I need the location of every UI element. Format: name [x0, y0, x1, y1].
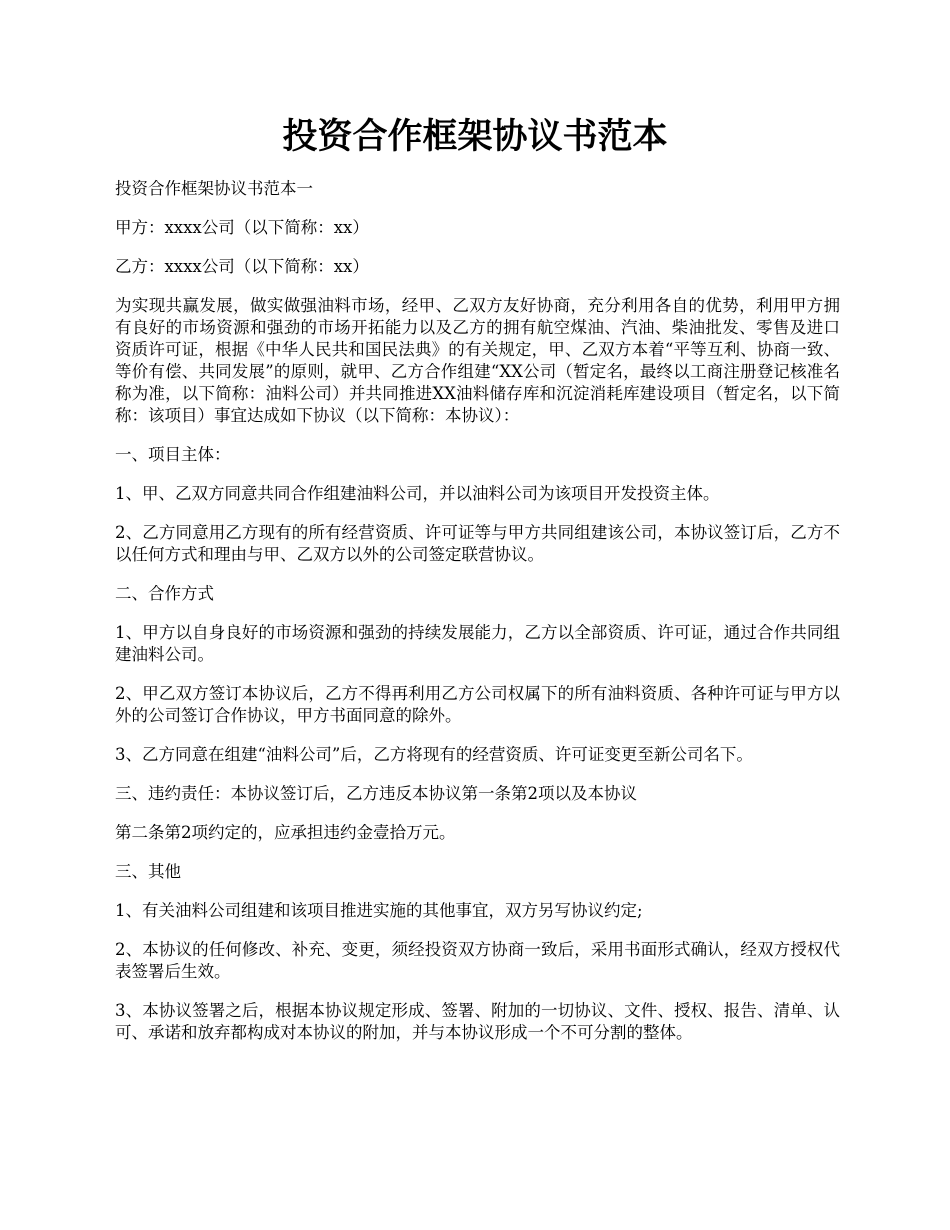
clause-paragraph: 2、乙方同意用乙方现有的所有经营资质、许可证等与甲方共同组建该公司，本协议签订后，乙方不以任何方式和理由与甲、乙双方以外的公司签定联营协议。	[115, 523, 840, 564]
clause-paragraph: 1、甲、乙双方同意共同合作组建油料公司，并以油料公司为该项目开发投资主体。	[115, 484, 720, 503]
clause-paragraph: 1、有关油料公司组建和该项目推进实施的其他事宜，双方另写协议约定;	[115, 901, 643, 920]
subtitle-paragraph: 投资合作框架协议书范本一	[115, 179, 313, 198]
clause-paragraph: 3、本协议签署之后，根据本协议规定形成、签署、附加的一切协议、文件、授权、报告、清单、认可、承诺和放弃都构成对本协议的附加，并与本协议形成一个不可分割的整体。	[115, 1001, 840, 1042]
document-body	[115, 178, 840, 1061]
section-heading-project: 一、项目主体：	[115, 445, 231, 464]
party-a-paragraph: 甲方：xxxx公司（以下简称：xx）	[115, 218, 369, 237]
section-heading-cooperation: 二、合作方式	[115, 584, 214, 603]
document-title: 投资合作框架协议书范本	[282, 116, 668, 157]
clause-paragraph: 1、甲方以自身良好的市场资源和强劲的持续发展能力，乙方以全部资质、许可证，通过合作共同组建油料公司。	[115, 623, 840, 664]
preamble-paragraph: 为实现共赢发展，做实做强油料市场，经甲、乙双方友好协商，充分利用各自的优势，利用甲方拥有良好的市场资源和强劲的市场开拓能力以及乙方的拥有航空煤油、汽油、柴油批发、零售及进口资质许可证，根据《中华人民共和国民法典》的有关规定，甲、乙双方本着“平等互利、协商一致、等价有偿、共同发展”的原则，就甲、乙方合作组建“XX公司（暂定名，最终以工商注册登记核准名称为准，以下简称：油料公司）并共同推进XX油料储存库和沉淀消耗库建设项目（暂定名，以下简称：该项目）事宜达成如下协议（以下简称：本协议）：	[115, 296, 840, 425]
clause-paragraph: 2、甲乙双方签订本协议后，乙方不得再利用乙方公司权属下的所有油料资质、各种许可证与甲方以外的公司签订合作协议，甲方书面同意的除外。	[115, 684, 840, 725]
party-b-paragraph: 乙方：xxxx公司（以下简称：xx）	[115, 257, 369, 276]
section-heading-liability: 三、违约责任：本协议签订后，乙方违反本协议第一条第2项以及本协议	[115, 784, 637, 803]
clause-paragraph: 3、乙方同意在组建“油料公司”后，乙方将现有的经营资质、许可证变更至新公司名下。	[115, 745, 753, 764]
clause-paragraph: 第二条第2项约定的，应承担违约金壹拾万元。	[115, 823, 456, 842]
section-heading-other: 三、其他	[115, 862, 181, 881]
clause-paragraph: 2、本协议的任何修改、补充、变更，须经投资双方协商一致后，采用书面形式确认，经双方授权代表签署后生效。	[115, 940, 840, 981]
